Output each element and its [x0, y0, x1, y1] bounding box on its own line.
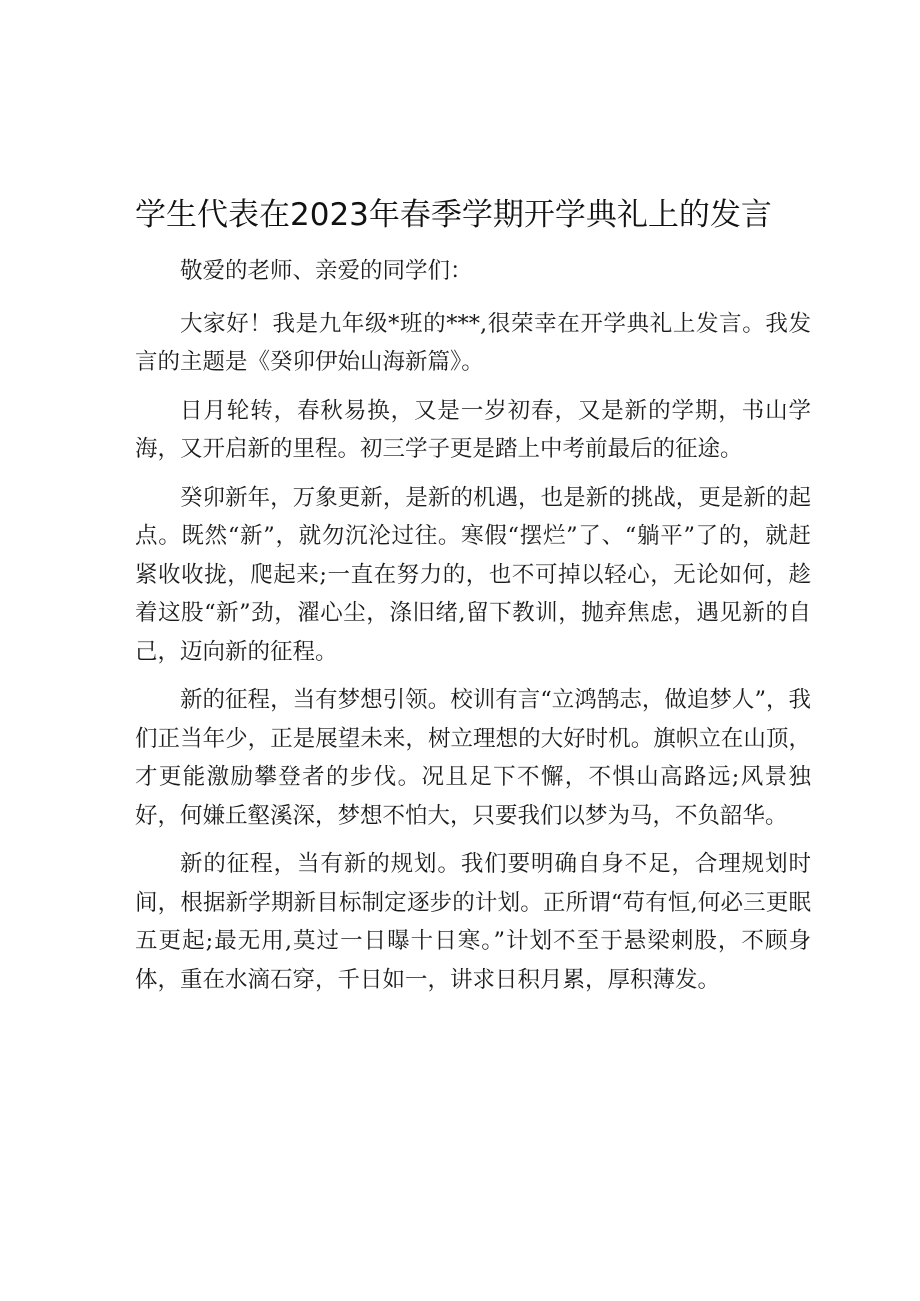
body-paragraph: 日月轮转，春秋易换，又是一岁初春，又是新的学期，书山学海，又开启新的里程。初三学子更是踏上中考前最后的征途。	[135, 397, 811, 462]
document-body	[135, 252, 811, 1009]
body-paragraph: 癸卯新年，万象更新，是新的机遇，也是新的挑战，更是新的起点。既然“新”，就勿沉沦过往。寒假“摆烂”了、“躺平”了的，就赶紧收收拢，爬起来;一直在努力的，也不可掉以轻心，无论如何，趁着这股“新”劲，濯心尘，涤旧绪,留下教训，抛弃焦虑，遇见新的自己，迈向新的征程。	[135, 484, 811, 665]
body-paragraph: 新的征程，当有梦想引领。校训有言“立鸿鹄志，做追梦人”，我们正当年少，正是展望未来，树立理想的大好时机。旗帜立在山顶，才更能激励攀登者的步伐。况且足下不懈，不惧山高路远;风景独好，何嫌丘壑溪深，梦想不怕大，只要我们以梦为马，不负韶华。	[135, 687, 811, 829]
document-title: 学生代表在2023年春季学期开学典礼上的发言	[135, 197, 772, 233]
body-paragraph: 新的征程，当有新的规划。我们要明确自身不足，合理规划时间，根据新学期新目标制定逐步的计划。正所谓“苟有恒,何必三更眠五更起;最无用,莫过一日曝十日寒。”计划不至于悬梁刺股，不顾身体，重在水滴石穿，千日如一，讲求日积月累，厚积薄发。	[135, 851, 811, 993]
salutation-paragraph: 敬爱的老师、亲爱的同学们：	[180, 258, 473, 284]
body-paragraph: 大家好！我是九年级*班的***,很荣幸在开学典礼上发言。我发言的主题是《癸卯伊始山海新篇》。	[135, 310, 811, 375]
